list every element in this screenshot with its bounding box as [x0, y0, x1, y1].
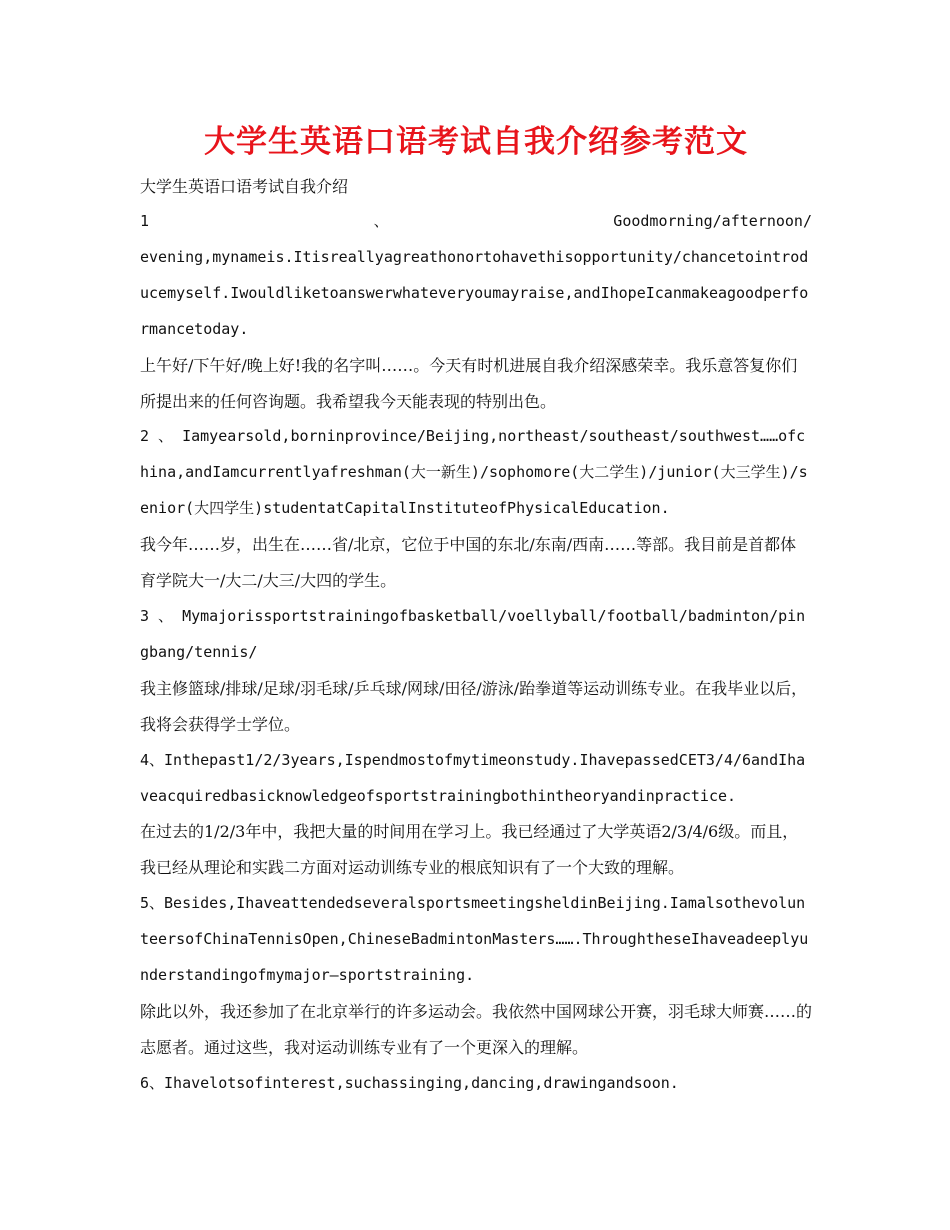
item-1-separator: 、	[373, 212, 389, 230]
item-5-en: 5、Besides,IhaveattendedseveralsportsmeetingsheldinBeijing.IamalsothevolunteersofChinaTennisOpen,ChineseBadmintonMasters…….ThroughtheseIhaveadeeplyunderstandingofmymajor—sportstraining.	[140, 894, 809, 985]
item-1-zh: 上午好/下午好/晚上好!我的名字叫……。今天有时机进展自我介绍深感荣幸。我乐意答复你们所提出来的任何咨询题。我希望我今天能表现的特别出色。	[140, 355, 798, 411]
item-3	[140, 599, 812, 743]
item-4-en: 4、Inthepast1/2/3years,Ispendmostofmytimeonstudy.IhavepassedCET3/4/6andIhaveacquiredbasicknowledgeofsportstrainingbothintheoryandinpractice.	[140, 750, 806, 805]
document-subtitle: 大学生英语口语考试自我介绍	[140, 177, 349, 196]
document-page	[140, 118, 812, 1102]
item-1-number: 1	[140, 212, 150, 230]
item-3-en: 3 、 Mymajorissportstrainingofbasketball/voellyball/football/badminton/pingbang/tennis/	[140, 606, 806, 661]
item-1-first-line	[140, 204, 812, 240]
item-2	[140, 419, 812, 599]
item-4	[140, 743, 812, 887]
document-title: 大学生英语口语考试自我介绍参考范文	[204, 124, 748, 160]
item-5-zh: 除此以外，我还参加了在北京举行的许多运动会。我依然中国网球公开赛，羽毛球大师赛……的志愿者。通过这些，我对运动训练专业有了一个更深入的理解。	[140, 1001, 813, 1057]
item-5	[140, 886, 812, 1066]
item-6	[140, 1066, 812, 1102]
item-6-en: 6、Ihavelotsofinterest,suchassinging,dancing,drawingandsoon.	[140, 1073, 679, 1092]
item-4-zh: 在过去的1/2/3年中，我把大量的时间用在学习上。我已经通过了大学英语2/3/4/6级。而且，我已经从理论和实践二方面对运动训练专业的根底知识有了一个大致的理解。	[140, 822, 799, 878]
item-1-en: evening,mynameis.Itisreallyagreathonortohavethisopportunity/chancetointroducemyself.Iwouldliketoanswerwhateveryoumayraise,andIhopeIcanmakeagoodperformancetoday.	[140, 247, 809, 338]
item-1-en-start: Goodmorning/afternoon/	[613, 212, 812, 230]
item-1	[140, 204, 812, 419]
item-2-en: 2 、 Iamyearsold,borninprovince/Beijing,northeast/southeast/southwest……ofchina,andIamcurrentlyafreshman(大一新生)/sophomore(大二学生)/junior(大三学生)/senior(大四学生)studentatCapitalInstituteofPhysicalEducation.	[140, 427, 808, 518]
item-3-zh: 我主修篮球/排球/足球/羽毛球/乒乓球/网球/田径/游泳/跆拳道等运动训练专业。在我毕业以后，我将会获得学士学位。	[140, 678, 808, 734]
item-2-zh: 我今年……岁，出生在……省/北京，它位于中国的东北/东南/西南……等部。我目前是首都体育学院大一/大二/大三/大四的学生。	[140, 535, 797, 591]
